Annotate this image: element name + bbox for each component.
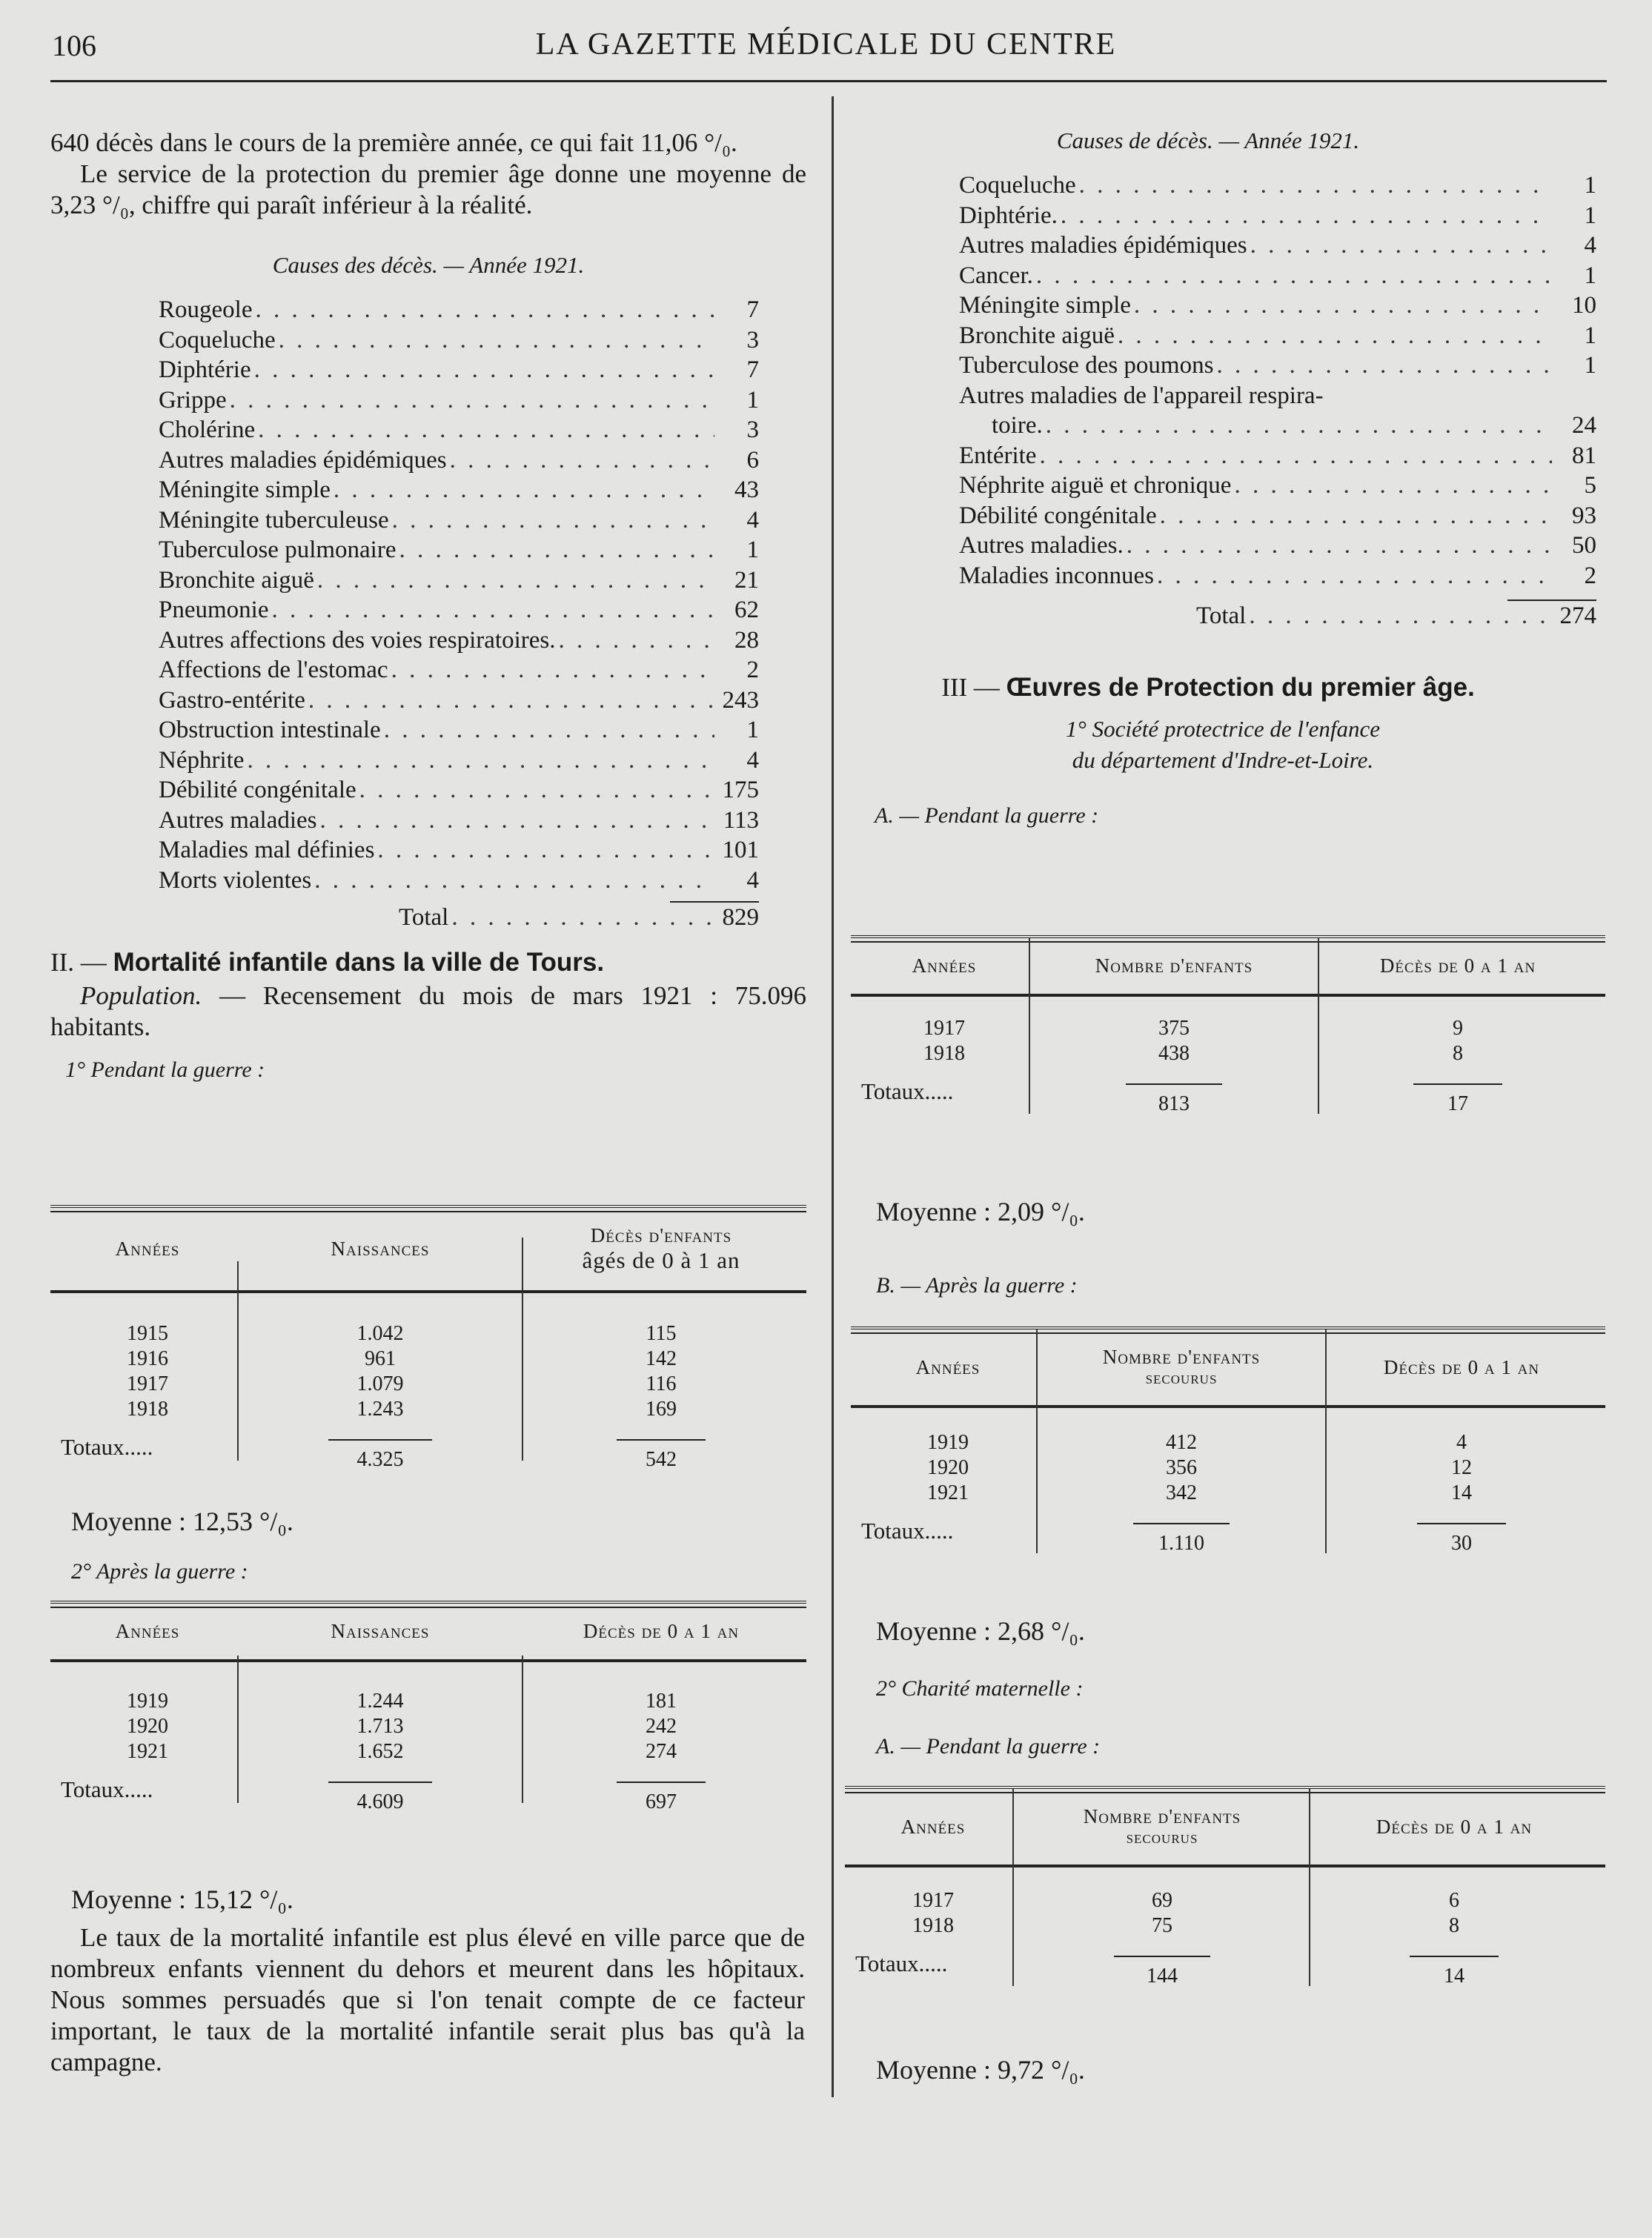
cause-label: Obstruction intestinale <box>159 717 381 743</box>
leader-dots <box>1154 561 1552 591</box>
cause-row <box>959 471 1596 501</box>
leader-dots <box>381 715 714 746</box>
cause-row <box>159 295 759 325</box>
population-label: Population. <box>80 980 202 1010</box>
cause-label: Débilité congénitale <box>959 502 1157 529</box>
cell-year: 1917 <box>127 1372 168 1395</box>
cause-count: 3 <box>746 416 759 443</box>
cell-children: 438 <box>1158 1042 1190 1065</box>
cause-label: Bronchite aiguë <box>959 322 1115 349</box>
cause-count: 175 <box>722 777 759 803</box>
table-society-wartime: Années Nombre d'enfants Décès de 0 a 1 an 1917 375 9 1918 438 8 Totaux..... 813 17 <box>851 935 1605 1117</box>
cell-year: 1915 <box>127 1322 168 1345</box>
cause-row <box>159 595 759 625</box>
leader-dots <box>1115 321 1552 351</box>
leader-dots <box>1124 531 1552 561</box>
population-paragraph <box>50 980 806 1043</box>
cell-births: 1.042 <box>356 1322 404 1345</box>
cause-label: Bronchite aiguë <box>159 566 314 594</box>
right-causes-total-row: Total . . . 274 <box>1196 601 1596 631</box>
cause-label: Morts violentes <box>159 866 312 894</box>
table-row <box>50 1321 806 1347</box>
table-1-caption: 1° Pendant la guerre : <box>65 1057 265 1082</box>
cell-year: 1918 <box>912 1914 954 1937</box>
leader-dots <box>1213 351 1552 381</box>
table-b-caption: B. — Après la guerre : <box>876 1273 1078 1298</box>
col-births: Naissances <box>245 1613 516 1661</box>
cause-count: 2 <box>746 657 759 683</box>
section-3-title: Œuvres de Protection du premier âge. <box>1006 672 1475 702</box>
table-row <box>50 1347 806 1372</box>
cause-label: Pneumonie <box>159 597 269 623</box>
cause-count: 3 <box>746 326 759 353</box>
leader-dots <box>227 385 714 416</box>
cell-births: 1.713 <box>356 1715 404 1738</box>
leader-dots <box>276 325 714 356</box>
total-label: Total <box>399 904 449 931</box>
cell-deaths: 142 <box>646 1347 677 1370</box>
leader-dots <box>1247 230 1552 261</box>
cause-count: 7 <box>746 356 759 383</box>
cell-births: 1.243 <box>356 1398 404 1421</box>
cause-row <box>159 535 759 565</box>
cell-year: 1917 <box>912 1889 954 1912</box>
leader-dots <box>314 565 714 596</box>
average-a: Moyenne : 2,09 °/₀. <box>876 1197 1085 1226</box>
cell-deaths: 8 <box>1449 1914 1459 1937</box>
table-row <box>845 1888 1605 1913</box>
cause-label: Maladies mal définies <box>159 837 375 863</box>
totals-label: Totaux..... <box>61 1776 153 1802</box>
table-row <box>50 1372 806 1397</box>
cause-row <box>159 385 759 416</box>
cause-label: Grippe <box>159 386 227 414</box>
leader-dots <box>1231 471 1552 501</box>
cell-deaths: 6 <box>1449 1889 1459 1912</box>
right-causes-title: Causes de décès. — Année 1921. <box>1056 127 1360 153</box>
section-3-heading <box>845 673 1571 703</box>
cell-year: 1921 <box>927 1481 969 1504</box>
leader-dots <box>374 835 714 866</box>
cell-deaths: 4 <box>1456 1431 1467 1454</box>
leader-dots <box>448 903 714 933</box>
cell-deaths: 274 <box>646 1740 677 1763</box>
cause-count: 1 <box>746 537 759 563</box>
cause-label: Autres maladies <box>159 806 317 834</box>
cause-label: Entérite <box>959 442 1037 469</box>
cell-deaths: 242 <box>646 1715 677 1738</box>
right-causes-list-2 <box>959 441 1596 591</box>
leader-dots <box>388 655 714 685</box>
col-years: Années <box>50 1613 245 1661</box>
cause-label: Tuberculose pulmonaire <box>159 537 397 563</box>
section-3-number: III — <box>941 672 1000 702</box>
cause-count: 10 <box>1572 292 1596 319</box>
col-births: Naissances <box>245 1217 516 1292</box>
cause-row <box>159 835 759 866</box>
cause-label: Méningite simple <box>159 477 331 503</box>
cell-year: 1920 <box>127 1715 168 1738</box>
cell-deaths: 116 <box>646 1372 677 1395</box>
cause-count: 1 <box>746 717 759 743</box>
cell-year: 1918 <box>127 1398 168 1421</box>
cause-count: 93 <box>1572 502 1596 529</box>
cell-deaths: 8 <box>1453 1042 1463 1065</box>
cause-label: Débilité congénitale <box>159 777 356 803</box>
table-row <box>851 1016 1605 1041</box>
cell-year: 1918 <box>923 1042 965 1065</box>
cause-count: 81 <box>1572 442 1596 469</box>
cause-count: 101 <box>722 837 759 863</box>
paragraph-protection: Le service de la protection du premier âge donne une moyenne de 3,23 °/₀, chiffre qui paraît inférieur à la réalité. <box>50 159 806 219</box>
cell-deaths: 14 <box>1451 1481 1472 1504</box>
left-column <box>50 127 806 1083</box>
charite-caption: 2° Charité maternelle : <box>876 1676 1084 1701</box>
table-row <box>50 1397 806 1422</box>
cause-count: 62 <box>734 597 759 623</box>
cell-births: 1.079 <box>356 1372 404 1395</box>
right-column <box>875 127 1596 829</box>
leader-dots <box>252 295 714 325</box>
leader-dots <box>1033 261 1552 291</box>
cause-count: 50 <box>1572 532 1596 559</box>
cell-children: 75 <box>1152 1914 1172 1937</box>
society-line-1: 1° Société protectrice de l'enfance <box>1065 715 1381 742</box>
leader-dots <box>1036 441 1552 471</box>
cause-label: Diphtérie <box>159 356 251 383</box>
cause-count: 1 <box>1584 322 1596 349</box>
table-row <box>851 1455 1605 1481</box>
table-row <box>50 1739 806 1764</box>
cause-row <box>959 561 1596 591</box>
cell-deaths: 115 <box>646 1322 677 1345</box>
cell-children: 412 <box>1166 1431 1197 1454</box>
cell-year: 1917 <box>923 1017 965 1040</box>
cause-row <box>159 415 759 445</box>
causes-total-row <box>399 903 759 933</box>
col-years: Années <box>50 1217 245 1292</box>
leader-dots <box>244 746 714 776</box>
cause-row <box>159 806 759 836</box>
paragraph-intro: 640 décès dans le cours de la première année, ce qui fait 11,06 °/₀. <box>50 128 737 157</box>
leader-dots <box>389 505 714 536</box>
cause-label: Méningite tuberculeuse <box>159 506 389 534</box>
cause-label: Diphtérie. <box>959 202 1058 229</box>
leader-dots <box>1157 501 1552 531</box>
cause-count: 1 <box>1584 172 1596 199</box>
leader-dots <box>356 775 714 806</box>
cause-label: Coqueluche <box>159 326 276 353</box>
cause-row <box>959 170 1596 201</box>
resp-cause-row: Autres maladies de l'appareil respira- toire. . . . 24 <box>959 381 1596 441</box>
average-2: Moyenne : 15,12 °/₀. <box>71 1885 293 1914</box>
cause-row <box>159 685 759 716</box>
cause-label: Néphrite aiguë et chronique <box>959 472 1232 499</box>
cell-deaths: 181 <box>646 1690 677 1713</box>
causes-title: Causes des décès. — Année 1921. <box>272 252 585 278</box>
population-text: — Recensement du mois de mars 1921 : 75.096 habitants. <box>50 980 807 1041</box>
cause-row <box>959 201 1596 231</box>
leader-dots <box>1076 170 1552 201</box>
cell-year: 1920 <box>927 1456 969 1479</box>
cause-row <box>159 325 759 356</box>
cell-births: 961 <box>365 1347 396 1370</box>
page-number: 106 <box>52 29 96 62</box>
totals-deaths: 697 <box>516 1764 806 1815</box>
totals-deaths: 542 <box>516 1422 806 1472</box>
cause-label: Gastro-entérite <box>159 686 305 714</box>
society-line-2: du département d'Indre-et-Loire. <box>1072 746 1374 773</box>
total-value: 829 <box>722 904 759 931</box>
col-deaths: Décès d'enfants âgés de 0 à 1 an <box>516 1217 806 1292</box>
leader-dots <box>1131 290 1552 321</box>
section-2-title: Mortalité infantile dans la ville de Tours. <box>113 947 605 977</box>
cause-count: 4 <box>746 506 759 534</box>
leader-dots <box>396 535 714 565</box>
cause-label: Coqueluche <box>959 172 1076 199</box>
cause-row <box>159 565 759 596</box>
section-2-heading <box>50 948 806 977</box>
cause-label: Affections de l'estomac <box>159 657 388 683</box>
leader-dots <box>555 625 714 656</box>
cause-row <box>959 501 1596 531</box>
cause-row <box>959 230 1596 261</box>
totals-label: Totaux..... <box>61 1434 153 1460</box>
cause-count: 43 <box>734 477 759 503</box>
cause-label: Autres maladies épidémiques <box>959 232 1247 259</box>
cause-count: 4 <box>746 866 759 894</box>
cell-children: 375 <box>1158 1017 1190 1040</box>
cause-label: Néphrite <box>159 746 245 774</box>
cause-row <box>159 355 759 385</box>
cell-deaths: 169 <box>646 1398 677 1421</box>
cell-year: 1919 <box>127 1690 168 1713</box>
table-row <box>851 1481 1605 1506</box>
cause-count: 243 <box>722 686 759 714</box>
cause-count: 5 <box>1584 472 1596 499</box>
cause-label: Tuberculose des poumons <box>959 352 1214 379</box>
cause-label: Méningite simple <box>959 292 1131 319</box>
table-c-caption: A. — Pendant la guerre : <box>876 1734 1101 1759</box>
cell-children: 69 <box>1152 1889 1172 1912</box>
leader-dots <box>268 595 714 625</box>
leader-dots <box>255 415 714 445</box>
cause-row <box>959 321 1596 351</box>
table-society-postwar: Années Nombre d'enfants secourus Décès de 0 a 1 an 1919 412 4 1920 356 12 1921 342 14 Totaux..... 1.110 30 <box>851 1326 1605 1556</box>
section-2-number: II. — <box>50 947 107 977</box>
table-row <box>845 1913 1605 1939</box>
cell-deaths: 9 <box>1453 1017 1463 1040</box>
cause-row <box>959 261 1596 291</box>
leader-dots <box>311 866 714 896</box>
table-charite-wartime: Années Nombre d'enfants secourus Décès de 0 a 1 an 1917 69 6 1918 75 8 Totaux..... 144 14 <box>845 1786 1605 1989</box>
totals-births: 4.609 <box>245 1764 516 1815</box>
cause-count: 4 <box>746 746 759 774</box>
average-1: Moyenne : 12,53 °/₀. <box>71 1507 293 1536</box>
column-divider <box>832 96 834 2097</box>
leader-dots <box>251 355 714 385</box>
cause-count: 1 <box>746 386 759 414</box>
leader-dots <box>447 445 714 476</box>
table-row <box>50 1689 806 1714</box>
cause-count: 113 <box>723 806 759 834</box>
cause-label: Autres maladies. <box>959 532 1124 559</box>
journal-title: LA GAZETTE MÉDICALE DU CENTRE <box>535 27 1117 62</box>
cause-label: Rougeole <box>159 296 253 323</box>
table-postwar-births <box>50 1601 806 1815</box>
cause-label: Cholérine <box>159 416 256 443</box>
totals-births: 4.325 <box>245 1422 516 1472</box>
cause-row <box>159 505 759 536</box>
leader-dots <box>317 806 714 836</box>
cause-count: 21 <box>734 566 759 594</box>
cell-year: 1916 <box>127 1347 168 1370</box>
causes-list <box>159 295 759 895</box>
cell-children: 342 <box>1166 1481 1197 1504</box>
cause-label: Autres affections des voies respiratoires. <box>159 626 556 654</box>
cause-count: 28 <box>734 626 759 654</box>
cause-row <box>159 475 759 505</box>
cell-year: 1921 <box>127 1740 168 1763</box>
header-rule <box>50 80 1607 82</box>
cause-count: 1 <box>1584 352 1596 379</box>
right-causes-list <box>959 170 1596 381</box>
cell-deaths: 12 <box>1451 1456 1472 1479</box>
cause-row <box>159 775 759 806</box>
cause-count: 7 <box>746 296 759 323</box>
table-row <box>50 1714 806 1739</box>
conclusion-paragraph: Le taux de la mortalité infantile est plus élevé en ville parce que de nombreux enfants viennent du dehors et meurent dans les hôpitaux. Nous sommes persuadés que si l'on tenait compte de ce facteur important, le taux de la mortalité infantile serait plus bas qu'à la campagne. <box>50 1923 805 2076</box>
cause-count: 1 <box>1584 202 1596 229</box>
cell-year: 1919 <box>927 1431 969 1454</box>
leader-dots <box>1058 201 1552 231</box>
cause-row <box>959 351 1596 381</box>
cause-row <box>959 290 1596 321</box>
cause-row <box>159 866 759 896</box>
cause-row <box>159 746 759 776</box>
cause-row <box>159 655 759 685</box>
cause-row <box>159 715 759 746</box>
col-deaths: Décès de 0 a 1 an <box>516 1613 806 1661</box>
cause-count: 4 <box>1584 232 1596 259</box>
cause-row <box>159 445 759 476</box>
table-a-caption: A. — Pendant la guerre : <box>875 803 1099 828</box>
cell-children: 356 <box>1166 1456 1197 1479</box>
average-b: Moyenne : 2,68 °/₀. <box>876 1616 1085 1646</box>
cell-births: 1.652 <box>356 1740 404 1763</box>
table-2-caption: 2° Après la guerre : <box>71 1559 248 1584</box>
leader-dots <box>331 475 714 505</box>
average-c: Moyenne : 9,72 °/₀. <box>876 2055 1085 2085</box>
table-row <box>851 1041 1605 1066</box>
cause-count: 1 <box>1584 262 1596 289</box>
table-row <box>851 1430 1605 1455</box>
table-wartime-births <box>50 1205 806 1472</box>
cause-label: Autres maladies épidémiques <box>159 446 447 474</box>
leader-dots <box>305 685 714 716</box>
cause-count: 2 <box>1584 562 1596 589</box>
cause-label: Cancer. <box>959 262 1033 289</box>
cell-births: 1.244 <box>356 1690 404 1713</box>
cause-label: Maladies inconnues <box>959 562 1155 589</box>
cause-row <box>959 531 1596 561</box>
cause-row <box>159 625 759 656</box>
cause-count: 6 <box>746 446 759 474</box>
cause-row <box>959 441 1596 471</box>
